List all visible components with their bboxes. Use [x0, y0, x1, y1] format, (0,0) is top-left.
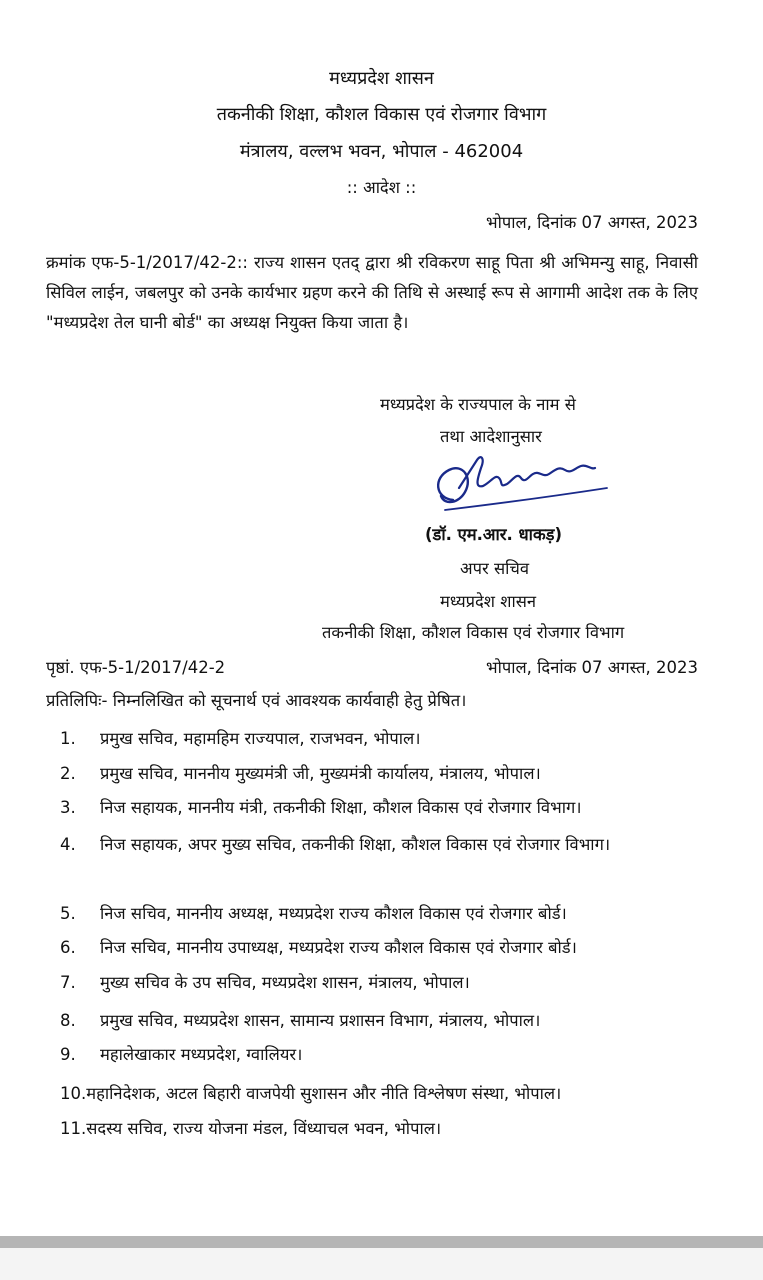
list-text: निज सहायक, माननीय मंत्री, तकनीकी शिक्षा, कौशल विकास एवं रोजगार विभाग। — [100, 798, 582, 817]
list-number: 7. — [60, 973, 76, 992]
list-item — [60, 1079, 705, 1108]
list-number: 3. — [60, 798, 76, 817]
list-number: 5. — [60, 904, 76, 923]
list-number: 6. — [60, 938, 76, 957]
endorsement-number: पृष्ठां. एफ-5-1/2017/42-2 — [46, 658, 226, 677]
list-item — [60, 830, 705, 859]
signatory-name: (डॉ. एम.आर. धाकड़) — [425, 525, 562, 544]
signature-image — [425, 448, 615, 527]
list-number: 1. — [60, 729, 76, 748]
authority-line-2: तथा आदेशानुसार — [440, 427, 542, 446]
order-title: :: आदेश :: — [346, 178, 417, 197]
list-item — [60, 968, 705, 997]
department-heading: तकनीकी शिक्षा, कौशल विकास एवं रोजगार विभाग — [216, 104, 547, 125]
signatory-govt: मध्यप्रदेश शासन — [440, 592, 537, 611]
list-text: प्रमुख सचिव, मध्यप्रदेश शासन, सामान्य प्रशासन विभाग, मंत्रालय, भोपाल। — [100, 1011, 541, 1030]
authority-line-1: मध्यप्रदेश के राज्यपाल के नाम से — [380, 395, 576, 414]
list-text: निज सचिव, माननीय अध्यक्ष, मध्यप्रदेश राज्य कौशल विकास एवं रोजगार बोर्ड। — [100, 904, 567, 923]
list-text: महानिदेशक, अटल बिहारी वाजपेयी सुशासन और नीति विश्लेषण संस्था, भोपाल। — [86, 1084, 562, 1103]
list-text: निज सहायक, अपर मुख्य सचिव, तकनीकी शिक्षा, कौशल विकास एवं रोजगार विभाग। — [100, 835, 611, 854]
list-item — [60, 1114, 705, 1143]
list-text: सदस्य सचिव, राज्य योजना मंडल, विंध्याचल भवन, भोपाल। — [86, 1119, 442, 1138]
list-number: 11. — [60, 1119, 87, 1138]
list-item — [60, 759, 705, 788]
list-number: 4. — [60, 835, 76, 854]
list-text: प्रमुख सचिव, माननीय मुख्यमंत्री जी, मुख्यमंत्री कार्यालय, मंत्रालय, भोपाल। — [100, 764, 541, 783]
list-item — [60, 724, 705, 753]
list-text: निज सचिव, माननीय उपाध्यक्ष, मध्यप्रदेश राज्य कौशल विकास एवं रोजगार बोर्ड। — [100, 938, 577, 957]
page-bottom-margin — [0, 1248, 763, 1280]
signatory-designation: अपर सचिव — [460, 559, 530, 578]
list-text: प्रमुख सचिव, महामहिम राज्यपाल, राजभवन, भोपाल। — [100, 729, 421, 748]
list-item — [60, 793, 705, 822]
list-item — [60, 933, 705, 962]
list-item — [60, 1006, 705, 1035]
list-number: 9. — [60, 1045, 76, 1064]
scan-edge-bar — [0, 1236, 763, 1248]
copy-intro: प्रतिलिपिः- निम्नलिखित को सूचनार्थ एवं आवश्यक कार्यवाही हेतु प्रेषित। — [46, 691, 467, 710]
list-text: महालेखाकार मध्यप्रदेश, ग्वालियर। — [100, 1045, 303, 1064]
list-item — [60, 899, 705, 928]
list-number: 8. — [60, 1011, 76, 1030]
signatory-department: तकनीकी शिक्षा, कौशल विकास एवं रोजगार विभाग — [322, 623, 625, 642]
list-number: 10. — [60, 1084, 87, 1103]
order-date: भोपाल, दिनांक 07 अगस्त, 2023 — [485, 213, 698, 232]
list-text: मुख्य सचिव के उप सचिव, मध्यप्रदेश शासन, मंत्रालय, भोपाल। — [100, 973, 470, 992]
list-item — [60, 1040, 705, 1069]
endorsement-date: भोपाल, दिनांक 07 अगस्त, 2023 — [485, 658, 698, 677]
list-number: 2. — [60, 764, 76, 783]
address-heading: मंत्रालय, वल्लभ भवन, भोपाल - 462004 — [239, 141, 524, 162]
order-paragraph: क्रमांक एफ-5-1/2017/42-2:: राज्य शासन एतद् द्वारा श्री रविकरण साहू पिता श्री अभिमन्यु साहू, निवासी सिविल लाईन, जबलपुर को उनके कार्यभार ग्रहण करने की तिथि से अस्थाई रूप से आगामी आदेश तक के लिए "मध्यप्रदेश तेल घानी बोर्ड" का अध्यक्ष नियुक्त किया जाता है। — [46, 253, 698, 332]
govt-heading: मध्यप्रदेश शासन — [329, 68, 434, 89]
